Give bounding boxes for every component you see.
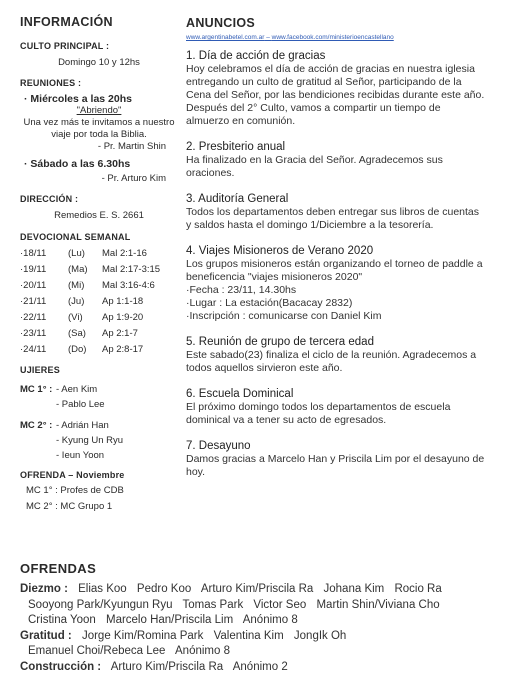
- donor-name: Cristina Yoon: [28, 614, 96, 626]
- announcement-3: [186, 192, 486, 232]
- sabado-title: · Sábado a las 6.30hs: [24, 158, 131, 170]
- dev-ref: Ap 2:8-17: [102, 344, 144, 355]
- gratitud-block: [20, 629, 490, 660]
- announcement-title: 3. Auditoría General: [186, 193, 289, 205]
- announcement-body: Ha finalizado en la Gracia del Señor. Agradecemos sus oraciones.: [186, 154, 443, 179]
- direccion-value: Remedios E. S. 2661: [54, 210, 144, 221]
- ujieres-label: UJIERES: [20, 365, 60, 375]
- dev-day: (Sa): [68, 328, 86, 339]
- links-line: [186, 34, 486, 41]
- dev-ref: Mal 3:16-4:6: [102, 280, 155, 291]
- devocional-row: [20, 294, 178, 310]
- donor-name: JongIk Oh: [293, 629, 347, 642]
- mc1-row-2: [20, 397, 178, 412]
- dev-date: ·22/11: [20, 312, 47, 323]
- donor-name: Arturo Kim/Priscila Ra: [200, 583, 314, 595]
- mc2-row-3: [20, 448, 178, 463]
- miercoles-pastor: - Pr. Martin Shin: [97, 141, 166, 152]
- donor-name: Anónimo 2: [232, 660, 288, 673]
- mc1-name: - Aen Kim: [56, 383, 98, 395]
- info-column: [20, 16, 178, 513]
- ofrenda-label: OFRENDA – Noviembre: [20, 470, 125, 480]
- announcement-title: 4. Viajes Misioneros de Verano 2020: [186, 245, 374, 257]
- dev-day: (Vi): [68, 312, 83, 323]
- devocional-row: [20, 262, 178, 278]
- dev-date: ·23/11: [20, 328, 47, 339]
- dev-date: ·21/11: [20, 296, 47, 307]
- announcement-2: [186, 140, 486, 180]
- direccion-label: DIRECCIÓN :: [20, 194, 79, 204]
- dev-ref: Mal 2:17-3:15: [102, 264, 161, 275]
- ofrendas-title: OFRENDAS: [20, 561, 97, 576]
- anuncios-title: ANUNCIOS: [186, 16, 256, 30]
- sabado-pastor: - Pr. Arturo Kim: [101, 173, 166, 184]
- construccion-label: Construcción :: [20, 660, 102, 673]
- mc2-name: - Kyung Un Ryu: [56, 434, 124, 446]
- construccion-block: [20, 660, 490, 676]
- dev-day: (Ju): [68, 296, 85, 307]
- mc1-row: [20, 382, 178, 397]
- devocional-row: [20, 278, 178, 294]
- dev-ref: Ap 1:9-20: [102, 312, 144, 323]
- announcement-6: [186, 387, 486, 427]
- miercoles-desc: Una vez más te invitamos a nuestro viaje por toda la Biblia.: [23, 117, 175, 140]
- link-separator: –: [264, 34, 272, 41]
- mc2-name: - Ieun Yoon: [56, 449, 105, 461]
- devocional-label: DEVOCIONAL SEMANAL: [20, 232, 131, 242]
- facebook-link[interactable]: www.facebook.com/ministerioencastellano: [271, 34, 394, 41]
- announcement-details: ·Fecha : 23/11, 14.30hs ·Lugar : La estación(Bacacay 2832) ·Inscripción : comunicarse con Daniel Kim: [186, 284, 382, 322]
- donor-name: Pedro Koo: [136, 583, 192, 595]
- mc2-row-2: [20, 433, 178, 448]
- announcement-body: Este sabado(23) finaliza el ciclo de la reunión. Agradecemos a todos aquellos sirvieron este año.: [186, 349, 477, 374]
- donor-name: Anónimo 8: [175, 645, 230, 657]
- devocional-row: [20, 326, 178, 342]
- donor-name: Anónimo 8: [242, 614, 298, 626]
- donor-name: Martin Shin/Viviana Cho: [316, 598, 440, 611]
- dev-date: ·20/11: [20, 280, 47, 291]
- mc1-name: - Pablo Lee: [56, 398, 105, 410]
- announcement-1: [186, 49, 486, 128]
- donor-name: Marcelo Han/Priscila Lim: [105, 614, 234, 626]
- announcement-4: [186, 244, 486, 323]
- website-link[interactable]: www.argentinabetel.com.ar: [186, 34, 265, 41]
- donor-name: Johana Kim: [323, 583, 385, 595]
- info-title: INFORMACIÓN: [20, 15, 113, 29]
- devocional-list: [20, 246, 178, 358]
- announcement-body: Hoy celebramos el día de acción de gracias en nuestra iglesia entregando un culto de gratitud al Señor, participando de la Cena del Señor, por las bendiciones recibidas durante este año.: [186, 63, 485, 101]
- dev-day: (Ma): [68, 264, 88, 275]
- announcement-body: El próximo domingo todos los departamentos de escuela dominical va a tener su acto de egresados.: [186, 401, 451, 426]
- donor-name: Arturo Kim/Priscila Ra: [110, 660, 224, 673]
- ofrenda-mc1: MC 1° : Profes de CDB: [26, 485, 124, 496]
- gratitud-label: Gratitud :: [20, 629, 72, 642]
- announcement-body: Damos gracias a Marcelo Han y Priscila Lim por el desayuno de hoy.: [186, 453, 485, 478]
- donor-name: Jorge Kim/Romina Park: [81, 629, 204, 642]
- abriendo-wrap: [20, 105, 178, 117]
- donor-name: Sooyong Park/Kyungun Ryu: [28, 598, 173, 611]
- diezmo-block: [20, 582, 490, 629]
- devocional-row: [20, 246, 178, 262]
- announcement-title: 7. Desayuno: [186, 440, 251, 452]
- donor-name: Elias Koo: [78, 583, 127, 595]
- donor-name: Emanuel Choi/Rebeca Lee: [28, 645, 166, 657]
- culto-label: CULTO PRINCIPAL :: [20, 41, 110, 51]
- announcement-body-2: Después del 2° Culto, vamos a compartir un tiempo de almuerzo en comunión.: [186, 102, 441, 127]
- devocional-row: [20, 342, 178, 358]
- abriendo-label: "Abriendo": [76, 105, 122, 116]
- diezmo-label: Diezmo :: [20, 583, 68, 595]
- devocional-row: [20, 310, 178, 326]
- anuncios-column: [186, 16, 486, 479]
- dev-date: ·24/11: [20, 344, 47, 355]
- announcement-body: Todos los departamentos deben entregar sus libros de cuentas y saldos hasta el domingo 1/Diciembre a la tesorería.: [186, 206, 480, 231]
- donor-name: Victor Seo: [253, 598, 307, 611]
- donor-name: Tomas Park: [182, 598, 244, 611]
- dev-day: (Lu): [68, 248, 85, 259]
- dev-day: (Do): [68, 344, 87, 355]
- announcement-body: Los grupos misioneros están organizando el torneo de paddle a beneficencia "viajes misioneros 2020": [186, 258, 483, 283]
- dev-ref: Mal 2:1-16: [102, 248, 147, 259]
- dev-day: (Mi): [68, 280, 85, 291]
- dev-ref: Ap 1:1-18: [102, 296, 144, 307]
- donor-name: Rocio Ra: [394, 583, 442, 595]
- donor-name: Valentina Kim: [213, 629, 284, 642]
- ofrenda-mc2: MC 2° : MC Grupo 1: [26, 501, 113, 512]
- dev-date: ·18/11: [20, 248, 47, 259]
- mc2-name: - Adrián Han: [56, 419, 109, 431]
- mc2-label: MC 2° :: [20, 419, 53, 431]
- announcement-title: 2. Presbiterio anual: [186, 141, 286, 153]
- announcement-5: [186, 335, 486, 375]
- announcement-title: 6. Escuela Dominical: [186, 388, 294, 400]
- dev-date: ·19/11: [20, 264, 47, 275]
- mc1-label: MC 1° :: [20, 383, 53, 395]
- announcement-7: [186, 439, 486, 479]
- mc2-row: [20, 418, 178, 433]
- reuniones-label: REUNIONES :: [20, 78, 82, 88]
- dev-ref: Ap 2:1-7: [102, 328, 138, 339]
- announcement-title: 5. Reunión de grupo de tercera edad: [186, 336, 374, 348]
- miercoles-title: · Miércoles a las 20hs: [24, 93, 132, 105]
- culto-value: Domingo 10 y 12hs: [58, 57, 140, 68]
- ofrendas-section: [20, 561, 490, 675]
- announcement-title: 1. Día de acción de gracias: [186, 50, 326, 62]
